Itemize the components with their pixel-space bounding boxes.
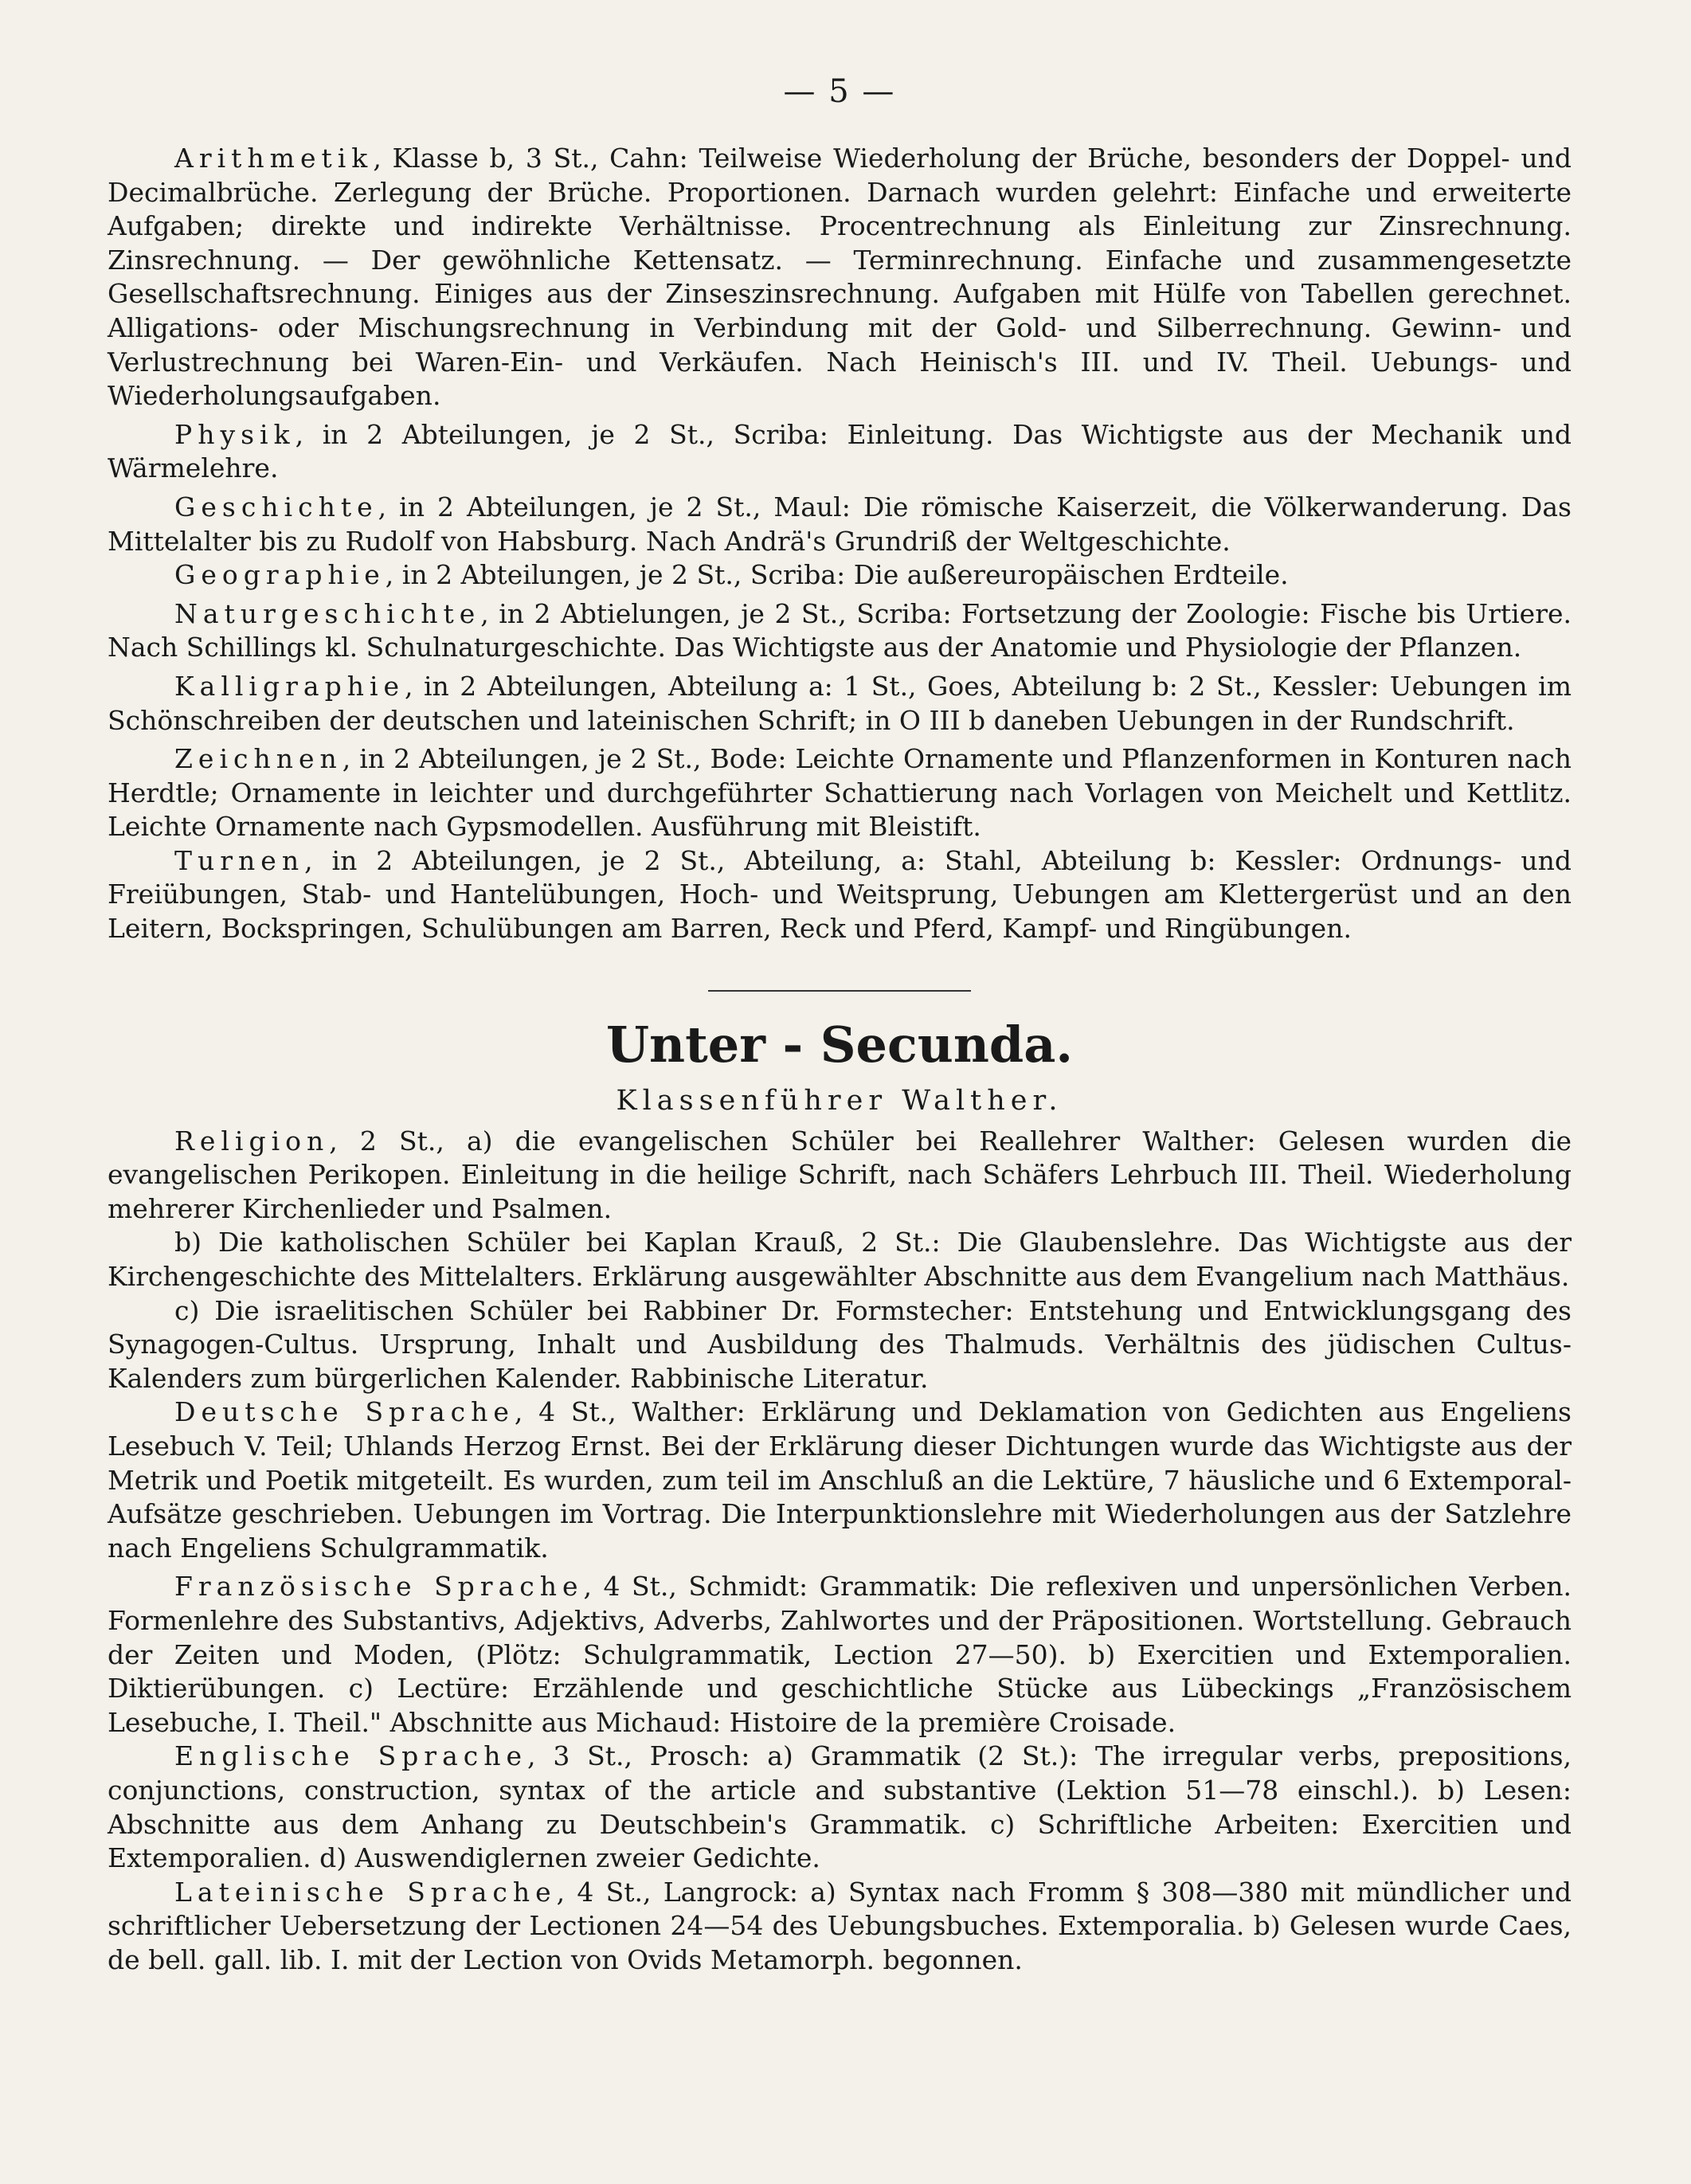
paragraph-text: b) Die katholischen Schüler bei Kaplan Krauß, 2 St.: Die Glaubenslehre. Das Wichtigste aus der Kirchengeschichte des Mittelalters. Erklärung ausgewählter Abschnitte aus dem Evangelium nach Matthäus. — [108, 1227, 1572, 1293]
paragraph-naturgeschichte — [108, 597, 1572, 665]
paragraph-text: , in 2 Abtielungen, je 2 St., Scriba: Fortsetzung der Zoologie: Fische bis Urtiere. Nach Schillings kl. Schulnaturgeschichte. Das Wichtigste aus der Anatomie und Physiologie der Pflanzen. — [108, 597, 1572, 663]
section-divider — [708, 990, 971, 992]
paragraph-turnen — [108, 844, 1572, 946]
subject-lead: Geographie — [174, 559, 386, 591]
section-title: Unter - Secunda. — [605, 1015, 1074, 1074]
upper-section — [108, 142, 1572, 946]
paragraph-text: , 4 St., Schmidt: Grammatik: Die reflexiven und unpersönlichen Verben. Formenlehre des Substantivs, Adjektivs, Adverbs, Zahlwortes und der Präpositionen. Wortstellung. Gebrauch der Zeiten und Moden, (Plötz: Schulgrammatik, Lection 27—50). b) Exercitien und Extemporalien. Diktierübungen. c) Lectüre: Erzählende und geschichtliche Stücke aus Lübeckings „Französischem Lesebuche, I. Theil." Abschnitte aus Michaud: Histoire de la première Croisade. — [108, 1571, 1572, 1738]
paragraph-text: , in 2 Abteilungen, je 2 St., Maul: Die römische Kaiserzeit, die Völkerwanderung. Das Mittelalter bis zu Rudolf von Habsburg. Nach Andrä's Grundriß der Weltgeschichte. — [108, 491, 1572, 557]
subject-lead: Zeichnen — [174, 743, 343, 775]
paragraph-franzoesisch — [108, 1570, 1572, 1740]
paragraph-geographie — [108, 558, 1572, 593]
paragraph-religion — [108, 1125, 1572, 1227]
paragraph-text: , in 2 Abteilungen, Abteilung a: 1 St., Goes, Abteilung b: 2 St., Kessler: Uebungen im Schönschreiben der deutschen und lateinischen Schrift; in O III b daneben Uebungen in der Rundschrift. — [108, 670, 1572, 736]
paragraph-lateinisch — [108, 1876, 1572, 1978]
paragraph-deutsch — [108, 1395, 1572, 1565]
paragraph-zeichnen — [108, 742, 1572, 844]
subject-lead: Kalligraphie — [174, 670, 405, 702]
paragraph-religion-katholisch — [108, 1226, 1572, 1294]
paragraph-text: , 2 St., a) die evangelischen Schüler bei Reallehrer Walther: Gelesen wurden die evangelischen Perikopen. Einleitung in die heilige Schrift, nach Schäfers Lehrbuch III. Theil. Wiederholung mehrerer Kirchenlieder und Psalmen. — [108, 1125, 1572, 1224]
paragraph-text: , in 2 Abteilungen, je 2 St., Abteilung, a: Stahl, Abteilung b: Kessler: Ordnungs- und Freiübungen, Stab- und Hantelübungen, Hoch- und Weitsprung, Uebungen am Klettergerüst und an den Leitern, Bockspringen, Schulübungen am Barren, Reck und Pferd, Kampf- und Ringübungen. — [108, 844, 1572, 945]
paragraph-text: , in 2 Abteilungen, je 2 St., Scriba: Die außereuropäischen Erdteile. — [385, 559, 1289, 591]
paragraph-text: , in 2 Abteilungen, je 2 St., Scriba: Einleitung. Das Wichtigste aus der Mechanik und Wärmelehre. — [108, 418, 1572, 484]
paragraph-geschichte — [108, 491, 1572, 558]
paragraph-text: , 4 St., Walther: Erklärung und Deklamation von Gedichten aus Engeliens Lesebuch V. Teil; Uhlands Herzog Ernst. Bei der Erklärung dieser Dichtungen wurde das Wichtigste aus der Metrik und Poetik mitgeteilt. Es wurden, zum teil im Anschluß an die Lektüre, 7 häusliche und 6 Extemporal-Aufsätze geschrieben. Uebungen im Vortrag. Die Interpunktionslehre mit Wiederholungen aus der Satzlehre nach Engeliens Schulgrammatik. — [108, 1396, 1572, 1564]
subject-lead: Deutsche Sprache — [174, 1396, 515, 1428]
paragraph-arithmetik — [108, 142, 1572, 413]
subject-lead: Arithmetik — [174, 143, 374, 174]
paragraph-text: , in 2 Abteilungen, je 2 St., Bode: Leichte Ornamente und Pflanzenformen in Konturen nach Herdtle; Ornamente in leichter und durchgeführter Schattierung nach Vorlagen von Meichelt und Kettlitz. Leichte Ornamente nach Gypsmodellen. Ausführung mit Bleistift. — [108, 743, 1572, 843]
subject-lead: Religion — [174, 1125, 330, 1157]
lower-section — [108, 1125, 1572, 1978]
subject-lead: Naturgeschichte — [174, 597, 481, 629]
subject-lead: Englische Sprache — [174, 1740, 528, 1772]
paragraph-religion-israelitisch — [108, 1294, 1572, 1396]
subject-lead: Lateinische Sprache — [174, 1876, 557, 1908]
paragraph-kalligraphie — [108, 670, 1572, 738]
page-number: — 5 — — [783, 73, 896, 110]
paragraph-text: c) Die israelitischen Schüler bei Rabbiner Dr. Formstecher: Entstehung und Entwicklungsgang des Synagogen-Cultus. Ursprung, Inhalt und Ausbildung des Thalmuds. Verhältnis des jüdischen Cultus-Kalenders zum bürgerlichen Kalender. Rabbinische Literatur. — [108, 1294, 1572, 1394]
subject-lead: Geschichte — [174, 491, 378, 523]
paragraph-physik — [108, 418, 1572, 486]
paragraph-text: , 3 St., Prosch: a) Grammatik (2 St.): The irregular verbs, prepositions, conjunctions, construction, syntax of the article and substantive (Lektion 51—78 einschl.). b) Lesen: Abschnitte aus dem Anhang zu Deutschbein's Grammatik. c) Schriftliche Arbeiten: Exercitien und Extemporalien. d) Auswendiglernen zweier Gedichte. — [108, 1740, 1572, 1874]
paragraph-text: , 4 St., Langrock: a) Syntax nach Fromm § 308—380 mit mündlicher und schriftlicher Uebersetzung der Lectionen 24—54 des Uebungsbuches. Extemporalia. b) Gelesen wurde Caes, de bell. gall. lib. I. mit der Lection von Ovids Metamorph. begonnen. — [108, 1876, 1572, 1975]
paragraph-text: , Klasse b, 3 St., Cahn: Teilweise Wiederholung der Brüche, besonders der Doppel- und Decimalbrüche. Zerlegung der Brüche. Proportionen. Darnach wurden gelehrt: Einfache und erweiterte Aufgaben; direkte und indirekte Verhältnisse. Procentrechnung als Einleitung zur Zinsrechnung. Zinsrechnung. — Der gewöhnliche Kettensatz. — Terminrechnung. Einfache und zusammengesetzte Gesellschaftsrechnung. Einiges aus der Zinseszinsrechnung. Aufgaben mit Hülfe von Tabellen gerechnet. Alligations- oder Mischungsrechnung in Verbindung mit der Gold- und Silberrechnung. Gewinn- und Verlustrechnung bei Waren-Ein- und Verkäufen. Nach Heinisch's III. und IV. Theil. Uebungs- und Wiederholungsaufgaben. — [108, 143, 1572, 412]
subject-lead: Turnen — [174, 844, 305, 876]
subject-lead: Physik — [174, 418, 296, 450]
paragraph-englisch — [108, 1740, 1572, 1875]
subject-lead: Französische Sprache — [174, 1571, 584, 1603]
class-leader: Klassenführer Walther. — [616, 1084, 1063, 1117]
